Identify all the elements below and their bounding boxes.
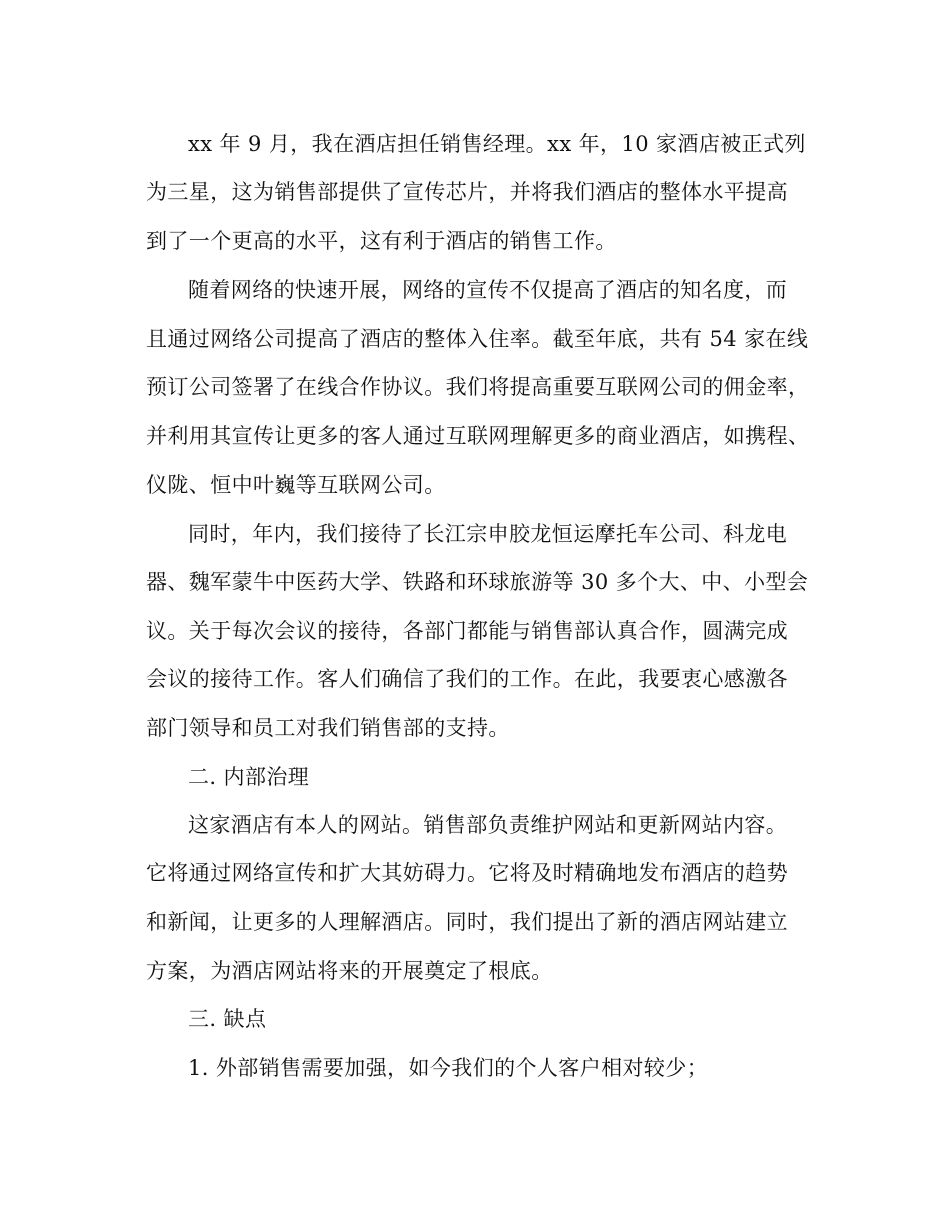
text-line: 它将通过网络宣传和扩大其妨碍力。它将及时精确地发布酒店的趋势 — [146, 861, 788, 885]
text-line: 和新闻，让更多的人理解酒店。同时，我们提出了新的酒店网站建立 — [146, 910, 788, 934]
text-line: 随着网络的快速开展，网络的宣传不仅提高了酒店的知名度，而 — [188, 278, 788, 302]
list-item: 1. 外部销售需要加强，如今我们的个人客户相对较少； — [188, 1056, 709, 1080]
text-line: 器、魏军蒙牛中医药大学、铁路和环球旅游等 30 多个大、中、小型会 — [146, 570, 809, 594]
text-line: 同时，年内，我们接待了长江宗申胶龙恒运摩托车公司、科龙电 — [188, 522, 788, 546]
text-line: 方案，为酒店网站将来的开展奠定了根底。 — [146, 959, 553, 983]
text-line: 仪陇、恒中叶巍等互联网公司。 — [146, 473, 446, 497]
text-line: 预订公司签署了在线合作协议。我们将提高重要互联网公司的佣金率， — [146, 375, 810, 399]
text-line: 且通过网络公司提高了酒店的整体入住率。截至年底，共有 54 家在线 — [146, 327, 809, 351]
text-line: xx 年 9 月，我在酒店担任销售经理。xx 年，10 家酒店被正式列 — [188, 132, 806, 156]
text-line: 会议的接待工作。客人们确信了我们的工作。在此，我要衷心感激各 — [146, 667, 788, 691]
section-heading: 二. 内部治理 — [188, 765, 310, 789]
text-line: 并利用其宣传让更多的客人通过互联网理解更多的商业酒店，如携程、 — [146, 424, 810, 448]
section-heading: 三. 缺点 — [188, 1007, 267, 1031]
text-line: 为三星，这为销售部提供了宣传芯片，并将我们酒店的整体水平提高 — [146, 180, 788, 204]
text-line: 议。关于每次会议的接待，各部门都能与销售部认真合作，圆满完成 — [146, 619, 788, 643]
text-line: 这家酒店有本人的网站。销售部负责维护网站和更新网站内容。 — [188, 813, 788, 837]
text-line: 到了一个更高的水平，这有利于酒店的销售工作。 — [146, 229, 617, 253]
text-line: 部门领导和员工对我们销售部的支持。 — [146, 716, 510, 740]
